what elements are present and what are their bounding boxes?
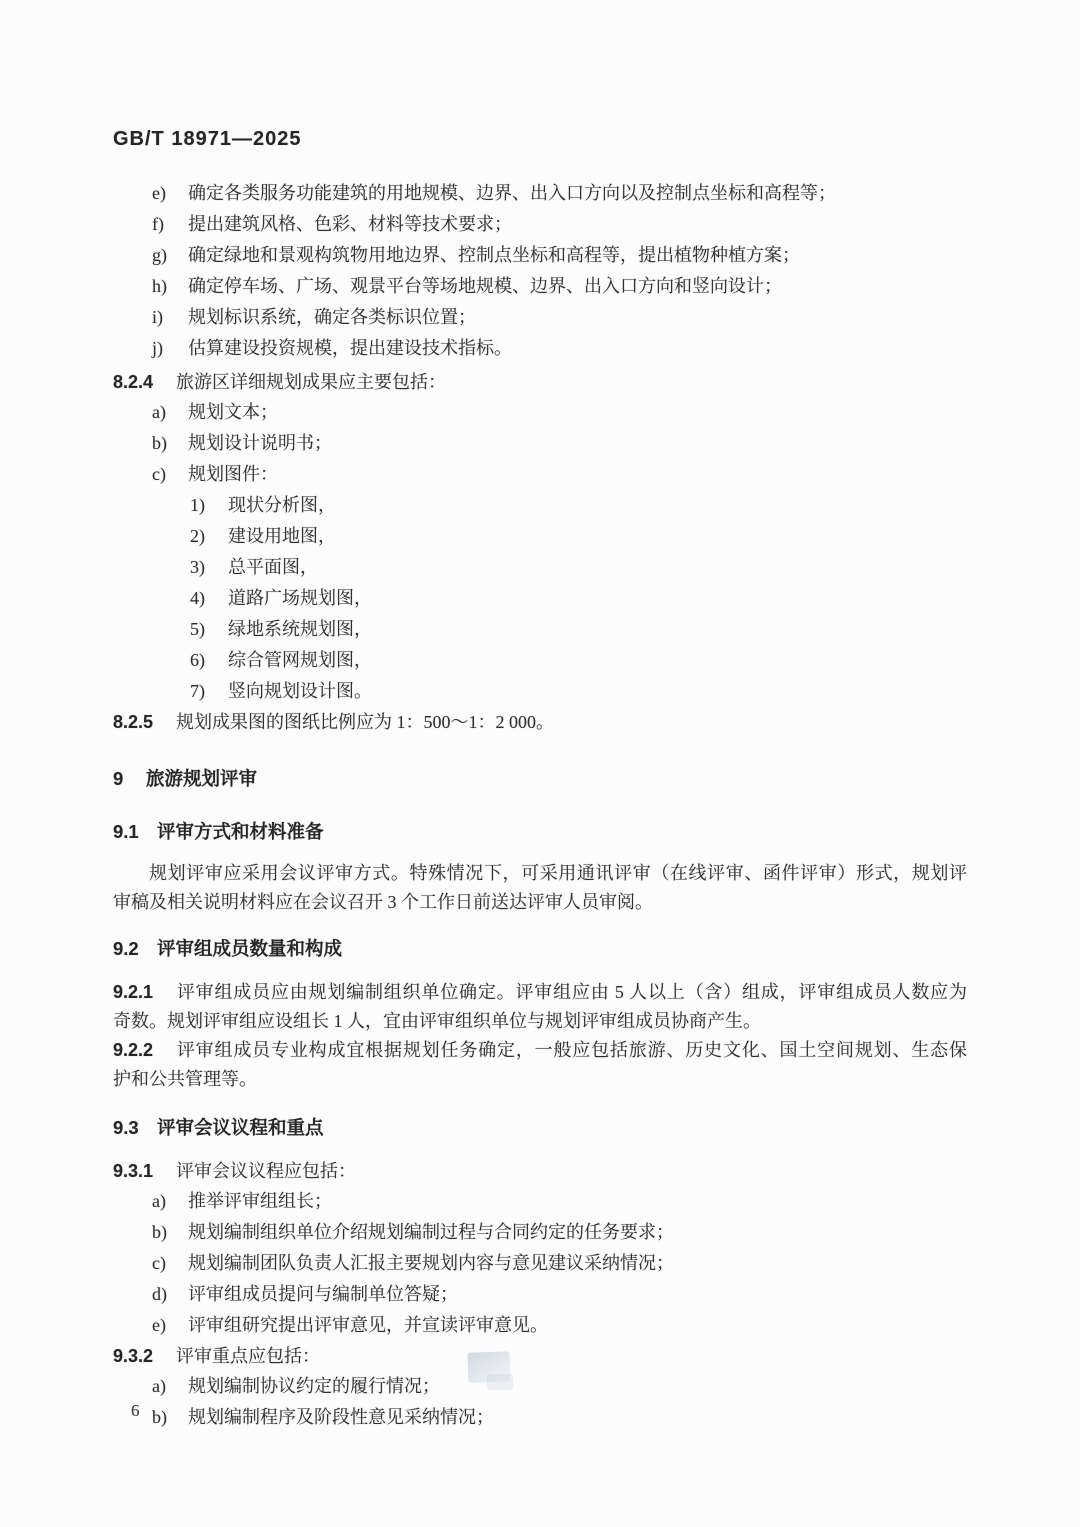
list-item-text: 评审组成员提问与编制单位答疑； [188,1284,458,1304]
list-marker: d) [152,1284,167,1304]
clause-text: 评审组成员应由规划编制组织单位确定。评审组应由 5 人以上（含）组成，评审组成员人数应为 [176,982,967,1002]
clause-number: 9.2.1 [113,982,154,1002]
list-marker: 3) [190,557,205,577]
clause-text: 旅游区详细规划成果应主要包括： [176,372,446,392]
list-item-text: 确定各类服务功能建筑的用地规模、边界、出入口方向以及控制点坐标和高程等； [188,183,836,203]
list-item [113,459,967,490]
list-item-text: 确定绿地和景观构筑物用地边界、控制点坐标和高程等，提出植物种植方案； [188,245,800,265]
list-item-text: 现状分析图， [228,495,336,515]
list-item [113,583,967,614]
list-marker: a) [152,1191,166,1211]
list-item-text: 确定停车场、广场、观景平台等场地规模、边界、出入口方向和竖向设计； [188,276,782,296]
list-marker: j) [152,338,163,358]
paragraph-9-1 [113,859,967,917]
list-item [113,1248,967,1279]
list-item-text: 评审组研究提出评审意见，并宣读评审意见。 [188,1315,548,1335]
list-marker: a) [152,1376,166,1396]
list-marker: 2) [190,526,205,546]
list-item [113,614,967,645]
list-marker: b) [152,1222,167,1242]
paragraph-line [113,1036,967,1065]
section-heading-9-3 [113,1112,967,1143]
list-item [113,645,967,676]
scan-watermark-blob-light [487,1374,513,1390]
section-title: 评审会议议程和重点 [157,1117,324,1138]
section-heading-9-1 [113,816,967,847]
list-marker: e) [152,183,166,203]
list-item [113,178,967,209]
list-marker: i) [152,307,163,327]
list-item-text: 竖向规划设计图。 [228,681,372,701]
list-marker: f) [152,214,164,234]
section-number: 9.3 [113,1117,139,1138]
list-item [113,1402,967,1433]
clause-9-2-2 [113,1036,967,1094]
standard-code: GB/T 18971—2025 [113,128,302,150]
list-item [113,209,967,240]
list-item-text: 规划编制程序及阶段性意见采纳情况； [188,1407,494,1427]
paragraph-line [113,978,967,1007]
list-item [113,521,967,552]
paragraph-line: 规划评审应采用会议评审方式。特殊情况下，可采用通讯评审（在线评审、函件评审）形式，规划评 [149,863,967,883]
section-title: 旅游规划评审 [146,768,258,789]
list-focus [113,1371,967,1433]
list-item [113,1310,967,1341]
list-item-text: 综合管网规划图， [228,650,372,670]
list-item-text: 总平面图， [228,557,318,577]
list-marker: h) [152,276,167,296]
list-item [113,302,967,333]
list-marker: e) [152,1315,166,1335]
list-item [113,676,967,707]
section-heading-9-2 [113,933,967,964]
clause-text: 评审会议议程应包括： [176,1161,356,1181]
list-agenda [113,1186,967,1341]
clause-number: 8.2.5 [113,712,154,732]
list-item [113,1371,967,1402]
list-item-text: 规划编制协议约定的履行情况； [188,1376,440,1396]
list-marker: b) [152,1407,167,1427]
list-item-text: 规划设计说明书； [188,433,332,453]
list-item [113,552,967,583]
paragraph-line: 奇数。规划评审组应设组长 1 人，宜由评审组织单位与规划评审组成员协商产生。 [113,1011,761,1031]
list-item [113,240,967,271]
paragraph-line: 审稿及相关说明材料应在会议召开 3 个工作日前送达评审人员审阅。 [113,892,653,912]
list-marker: 4) [190,588,205,608]
list-e-to-j [113,178,967,364]
section-number: 9 [113,768,124,789]
list-item-text: 推举评审组组长； [188,1191,332,1211]
clause-9-2-1 [113,978,967,1036]
list-item [113,1279,967,1310]
clause-text: 规划成果图的图纸比例应为 1：500～1：2 000。 [176,712,554,732]
list-item-text: 规划标识系统，确定各类标识位置； [188,307,476,327]
list-marker: 1) [190,495,205,515]
list-item-text: 规划编制组织单位介绍规划编制过程与合同约定的任务要求； [188,1222,674,1242]
list-a-to-c [113,397,967,490]
list-item [113,397,967,428]
paragraph-line: 护和公共管理等。 [113,1069,257,1089]
list-marker: g) [152,245,167,265]
section-number: 9.1 [113,821,139,842]
clause-number: 9.3.2 [113,1346,154,1366]
list-marker: 5) [190,619,205,639]
clause-8-2-4 [113,367,967,397]
list-item [113,1186,967,1217]
clause-number: 9.2.2 [113,1040,154,1060]
list-marker: c) [152,464,166,484]
clause-9-3-1 [113,1156,967,1186]
clause-number: 9.3.1 [113,1161,154,1181]
list-item [113,428,967,459]
list-marker: c) [152,1253,166,1273]
list-item-text: 绿地系统规划图， [228,619,372,639]
list-item-text: 提出建筑风格、色彩、材料等技术要求； [188,214,512,234]
list-map-types [113,490,967,707]
clause-text: 评审重点应包括： [176,1346,320,1366]
clause-text: 评审组成员专业构成宜根据规划任务确定，一般应包括旅游、历史文化、国土空间规划、生态保 [176,1040,967,1060]
list-marker: 6) [190,650,205,670]
list-item-text: 估算建设投资规模，提出建设技术指标。 [188,338,512,358]
list-marker: b) [152,433,167,453]
list-item [113,333,967,364]
list-item [113,1217,967,1248]
section-title: 评审组成员数量和构成 [157,938,343,959]
list-item [113,490,967,521]
list-item [113,271,967,302]
list-item-text: 道路广场规划图， [228,588,372,608]
list-item-text: 规划文本； [188,402,278,422]
list-marker: 7) [190,681,205,701]
list-item-text: 规划图件： [188,464,278,484]
page-header [113,0,967,152]
list-marker: a) [152,402,166,422]
page-number: 6 [131,1401,140,1420]
section-heading-9 [113,763,967,794]
section-number: 9.2 [113,938,139,959]
section-title: 评审方式和材料准备 [157,821,324,842]
clause-8-2-5 [113,707,967,737]
clause-number: 8.2.4 [113,372,154,392]
clause-9-3-2 [113,1341,967,1371]
list-item-text: 建设用地图， [228,526,336,546]
list-item-text: 规划编制团队负责人汇报主要规划内容与意见建议采纳情况； [188,1253,674,1273]
